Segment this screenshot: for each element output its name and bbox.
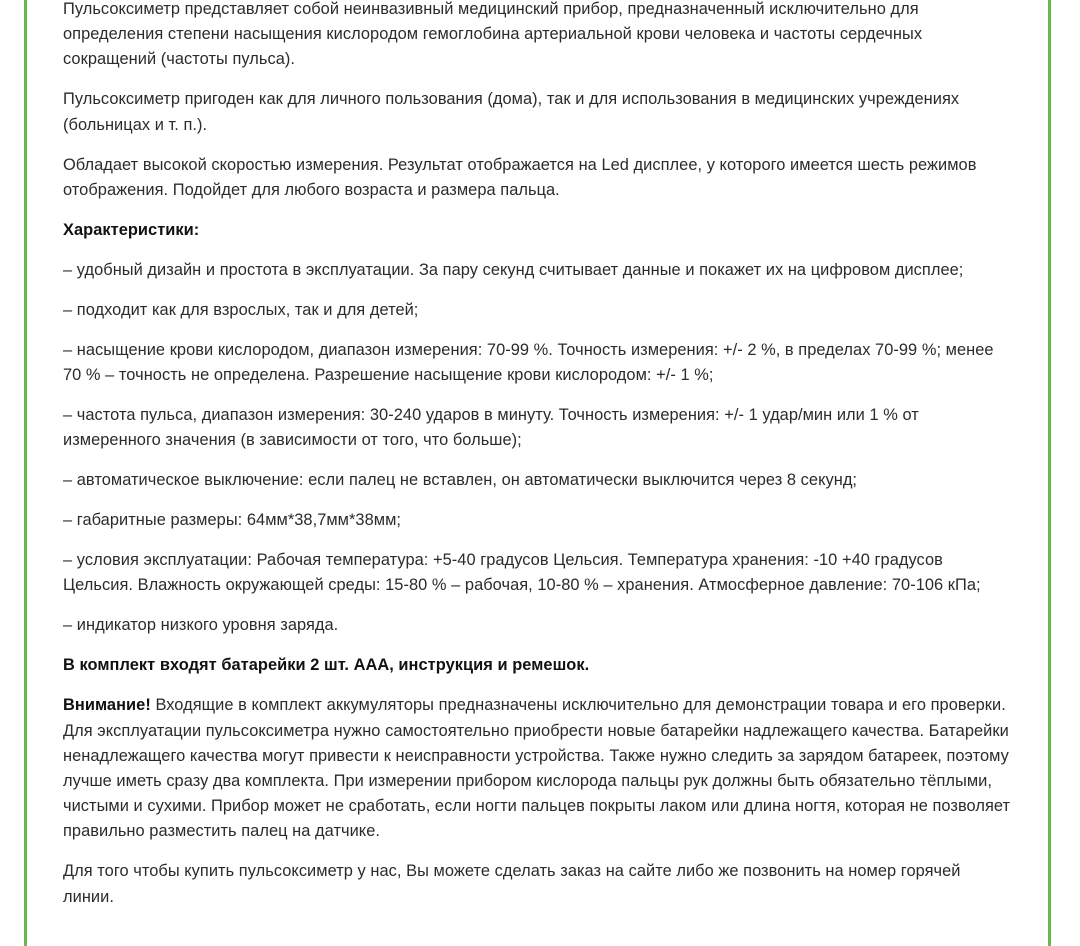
kit-contents (63, 653, 1015, 678)
intro-paragraph-2: Пульсоксиметр пригоден как для личного пользования (дома), так и для использования в медицинских учреждениях (больницах и т. п.). (63, 90, 960, 134)
feature-item: – индикатор низкого уровня заряда. (63, 616, 339, 635)
feature-item: – габаритные размеры: 64мм*38,7мм*38мм; (63, 511, 401, 530)
features-heading (63, 218, 1015, 243)
feature-item: – подходит как для взрослых, так и для детей; (63, 300, 419, 319)
outro-paragraph: Для того чтобы купить пульсоксиметр у нас, Вы можете сделать заказ на сайте либо же позвонить на номер горячей линии. (63, 862, 961, 906)
kit-contents-text: В комплект входят батарейки 2 шт. ААА, инструкция и ремешок. (63, 656, 590, 675)
intro-paragraph-1: Пульсоксиметр представляет собой неинвазивный медицинский прибор, предназначенный исключительно для определения степени насыщения кислородом гемоглобина артериальной крови человека и частоты сердечных сокращений (частоты пульса). (63, 0, 923, 69)
feature-item: – удобный дизайн и простота в эксплуатации. За пару секунд считывает данные и покажет их на цифровом дисплее; (63, 260, 964, 279)
intro-paragraph-3: Обладает высокой скоростью измерения. Результат отображается на Led дисплее, у которого имеется шесть режимов отображения. Подойдет для любого возраста и размера пальца. (63, 155, 977, 199)
feature-item: – условия эксплуатации: Рабочая температура: +5-40 градусов Цельсия. Температура хранения: -10 +40 градусов Цельсия. Влажность окружающей среды: 15-80 % – рабочая, 10-80 % – хранения. Атмосферное давление: 70-106 кПа; (63, 551, 981, 595)
feature-item: – частота пульса, диапазон измерения: 30-240 ударов в минуту. Точность измерения: +/- 1 удар/мин или 1 % от измеренного значения (в зависимости от того, что больше); (63, 406, 919, 450)
warning-text: Входящие в комплект аккумуляторы предназначены исключительно для демонстрации товара и его проверки. Для эксплуатации пульсоксиметра нужно самостоятельно приобрести новые батарейки надлежащего качества. Батарейки ненадлежащего качества могут привести к неисправности устройства. Также нужно следить за зарядом батареек, поэтому лучше иметь сразу два комплекта. При измерении прибором кислорода пальцы рук должны быть обязательно тёплыми, чистыми и сухими. Прибор может не сработать, если ногти пальцев покрыты лаком или длина ногтя, которая не позволяет правильно разместить палец на датчике. (63, 696, 1011, 841)
feature-item: – насыщение крови кислородом, диапазон измерения: 70-99 %. Точность измерения: +/- 2 %, в пределах 70-99 %; менее 70 % – точность не определена. Разрешение насыщение крови кислородом: +/- 1 %; (63, 340, 994, 385)
warning-label: Внимание! (63, 696, 151, 715)
features-heading-text: Характеристики: (63, 220, 200, 239)
warning-paragraph (63, 693, 1015, 844)
product-description (63, 0, 1015, 925)
feature-item: – автоматическое выключение: если палец не вставлен, он автоматически выключится через 8 секунд; (63, 471, 858, 490)
